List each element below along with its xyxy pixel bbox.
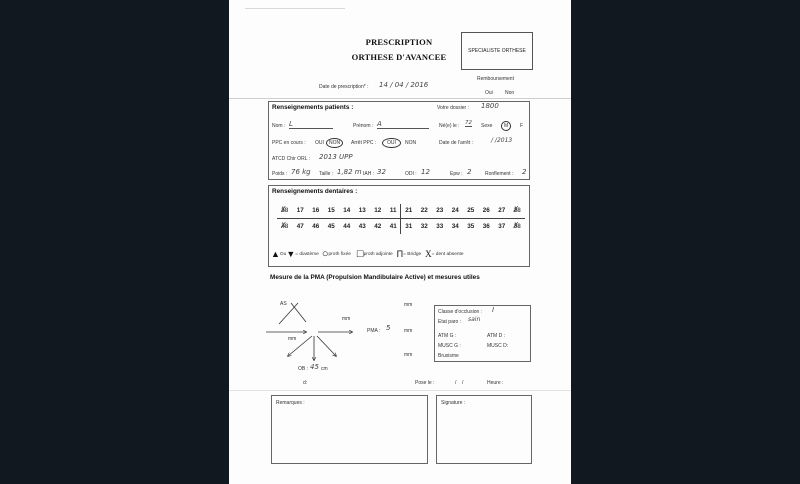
atm-d-label: ATM D : (487, 333, 505, 339)
tooth-38[interactable]: 38 ✗ (510, 223, 526, 230)
ob-value[interactable]: 45 (310, 363, 319, 371)
tooth-43[interactable]: 43 (358, 223, 366, 230)
mm-top-label: mm (404, 302, 413, 308)
tooth-48[interactable]: 48 ✗ (277, 223, 293, 230)
tooth-14[interactable]: 14 (343, 207, 351, 214)
legend-or: Ou (279, 252, 287, 257)
ppc-label: PPC en cours : (272, 140, 306, 146)
divider-bottom (229, 390, 571, 391)
document-subtitle: ORTHESE D'AVANCEE (351, 52, 447, 62)
taille-value[interactable]: 1,82 m (337, 168, 362, 176)
legend-diastema: = diastème (295, 252, 319, 257)
patient-section-title: Renseignements patients : (272, 104, 354, 111)
sexe-f[interactable]: F (520, 123, 524, 129)
tooth-47[interactable]: 47 (296, 223, 304, 230)
ob-label: OB : (298, 366, 309, 372)
ppc-oui[interactable]: OUI (315, 140, 324, 146)
iah-value[interactable]: 32 (377, 168, 386, 176)
tooth-27[interactable]: 27 (498, 207, 506, 214)
nom-field[interactable]: L (289, 120, 333, 129)
legend-bridge: = Bridge (403, 252, 422, 257)
tooth-25[interactable]: 25 (467, 207, 475, 214)
arrow-down-right (317, 336, 336, 356)
occlusion-box (434, 305, 531, 362)
tooth-22[interactable]: 22 (420, 207, 428, 214)
tooth-36[interactable]: 36 (482, 223, 490, 230)
upper-teeth-row (277, 207, 525, 214)
divider (229, 98, 571, 99)
mm-mid-label: mm (404, 328, 413, 334)
dental-section (268, 185, 530, 267)
dossier-value[interactable]: 1800 (481, 102, 499, 110)
tooth-15[interactable]: 15 (327, 207, 335, 214)
tooth-46[interactable]: 46 (312, 223, 320, 230)
specialist-box (461, 32, 533, 70)
remarks-label: Remarques : (276, 400, 305, 406)
sexe-m-circled[interactable]: M (501, 121, 511, 131)
arret-non[interactable]: NON (405, 140, 417, 146)
dossier-label: Votre dossier : (437, 105, 469, 111)
tooth-31[interactable]: 31 (405, 223, 413, 230)
tooth-37[interactable]: 37 (498, 223, 506, 230)
prenom-label: Prénom : (353, 123, 374, 129)
poids-label: Poids : (272, 171, 288, 177)
date-arret-value[interactable]: / /2013 (491, 137, 513, 144)
atcd-label: ATCD Chir ORL : (272, 156, 311, 162)
atm-g-label: ATM G : (438, 333, 457, 339)
tooth-41[interactable]: 41 (389, 223, 397, 230)
tooth-16[interactable]: 16 (312, 207, 320, 214)
pose-label: Pose le : (415, 380, 435, 386)
tooth-24[interactable]: 24 (451, 207, 459, 214)
reimbursement-label: Remboursement (477, 76, 514, 82)
tooth-45[interactable]: 45 (327, 223, 335, 230)
signature-box[interactable] (436, 395, 532, 464)
signature-label: Signature : (441, 400, 466, 406)
paro-label: Etat paro : (438, 319, 462, 325)
pma-value[interactable]: 5 (386, 324, 391, 332)
tooth-26[interactable]: 26 (482, 207, 490, 214)
musc-d-label: MUSC D: (487, 343, 509, 349)
epw-value[interactable]: 2 (467, 168, 472, 176)
pose-value[interactable]: / / (455, 380, 464, 386)
pma-section-title: Mesure de la PMA (Propulsion Mandibulaire Active) et mesures utiles (270, 274, 480, 281)
prescription-page (229, 0, 571, 484)
ppc-non[interactable] (326, 138, 343, 148)
jaw-divider (277, 218, 525, 219)
tooth-44[interactable]: 44 (343, 223, 351, 230)
mm-right-label: mm (342, 316, 351, 322)
circle-icon: ○ (321, 248, 329, 260)
tooth-32[interactable]: 32 (420, 223, 428, 230)
sexe-m[interactable] (501, 121, 511, 131)
ppc-non-circled[interactable]: NON (326, 138, 343, 148)
ronflement-label: Ronflement : (485, 171, 514, 177)
tooth-13[interactable]: 13 (358, 207, 366, 214)
taille-label: Taille : (319, 171, 334, 177)
remarks-box[interactable] (271, 395, 428, 464)
ob-unit: cm (321, 366, 328, 372)
triangle-down-icon: ▼ (286, 249, 296, 259)
patient-section (268, 101, 530, 180)
iah-label: IAH : (363, 171, 375, 177)
arret-oui-circled[interactable]: OUI (382, 138, 401, 148)
paro-value[interactable]: sain (468, 316, 481, 323)
birth-label: Né(e) le : (439, 123, 460, 129)
tooth-17[interactable]: 17 (296, 207, 304, 214)
bruxisme-label: Bruxisme (438, 353, 459, 359)
legend-fixed: proth fixée (328, 252, 351, 257)
bridge-icon: Π (396, 249, 404, 259)
header-rule (245, 8, 345, 9)
reimbursement-no[interactable]: Non (505, 90, 515, 96)
legend-removable: proth adjointe (363, 252, 393, 257)
prescription-date-value[interactable]: 14 / 04 / 2016 (379, 81, 429, 89)
odi-value[interactable]: 12 (421, 168, 430, 176)
mm-bottom-label: mm (404, 352, 413, 358)
triangle-up-icon: ▲ (271, 249, 280, 259)
document-title: PRESCRIPTION (365, 37, 433, 47)
prescription-date-label: Date de prescription* : (319, 84, 369, 90)
d-label: d: (303, 380, 308, 386)
tooth-42[interactable]: 42 (374, 223, 382, 230)
odi-label: ODI : (405, 171, 417, 177)
sexe-label: Sexe (481, 123, 493, 129)
as-label: AS (280, 301, 287, 307)
tooth-21[interactable]: 21 (405, 207, 413, 214)
dental-legend (271, 250, 464, 259)
pma-label: PMA : (367, 328, 381, 334)
specialist-label: SPECIALISTE ORTHESE (468, 48, 526, 54)
heure-label: Heure : (487, 380, 504, 386)
date-arret-label: Date de l'arrêt : (439, 140, 474, 146)
tooth-23[interactable]: 23 (436, 207, 444, 214)
ronflement-value[interactable]: 2 (522, 168, 527, 176)
arret-label: Arrêt PPC : (351, 140, 377, 146)
classe-value[interactable]: I (492, 306, 495, 314)
epw-label: Epw : (450, 171, 463, 177)
reimbursement-yes[interactable]: Oui (485, 90, 493, 96)
classe-label: Classe d'occlusion : (438, 309, 483, 315)
dental-section-title: Renseignements dentaires : (272, 188, 358, 195)
pma-diagram (264, 298, 364, 370)
tooth-11[interactable]: 11 (389, 207, 397, 214)
poids-value[interactable]: 76 kg (291, 168, 311, 176)
legend-absent: = dent absente (431, 252, 464, 257)
as-line-2 (291, 303, 306, 322)
birth-field[interactable]: 72 (465, 120, 472, 126)
square-icon: □ (356, 248, 364, 260)
tooth-33[interactable]: 33 (436, 223, 444, 230)
tooth-28[interactable]: 28 ✗ (510, 207, 526, 214)
tooth-35[interactable]: 35 (467, 223, 475, 230)
musc-g-label: MUSC G : (438, 343, 461, 349)
x-mark-icon: X (425, 249, 432, 259)
mm-left-label: mm (288, 336, 297, 342)
atcd-value[interactable]: 2013 UPP (319, 153, 353, 161)
tooth-18[interactable]: 18 ✗ (277, 207, 293, 214)
prenom-field[interactable]: A (377, 120, 429, 129)
lower-teeth-row (277, 223, 525, 230)
nom-label: Nom : (272, 123, 286, 129)
tooth-12[interactable]: 12 (374, 207, 382, 214)
tooth-34[interactable]: 34 (451, 223, 459, 230)
arret-oui[interactable] (382, 138, 401, 148)
